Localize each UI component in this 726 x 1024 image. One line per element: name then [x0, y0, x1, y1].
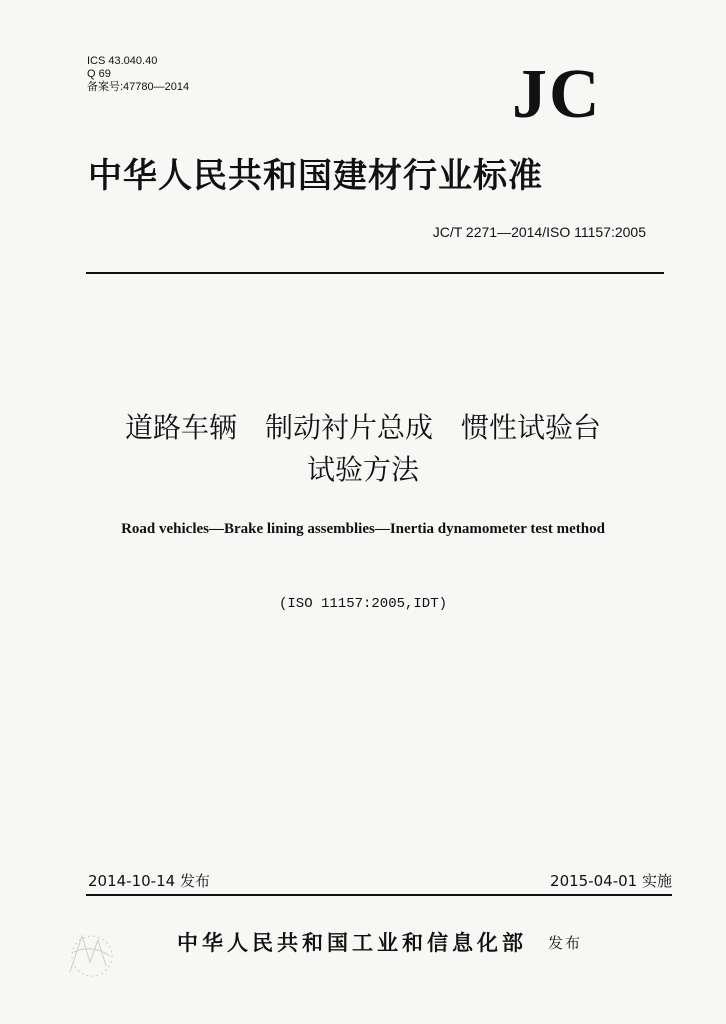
- implementation-date: 2015-04-01 实施: [550, 872, 672, 890]
- english-title: Road vehicles—Brake lining assemblies—Inertia dynamometer test method: [121, 521, 605, 537]
- faint-seal-icon: [60, 922, 124, 986]
- chinese-title-line-2: 试验方法: [306, 453, 419, 486]
- record-number: 备案号:47780—2014: [87, 81, 190, 93]
- standard-category-title: 中华人民共和国建材行业标准: [88, 156, 543, 196]
- ics-code: ICS 43.040.40: [87, 55, 158, 67]
- issuing-authority: 中华人民共和国工业和信息化部: [177, 930, 527, 955]
- issue-date: 2014-10-14 发布: [88, 872, 210, 890]
- iso-reference: (ISO 11157:2005,IDT): [278, 596, 448, 612]
- publish-label: 发布: [548, 934, 583, 952]
- chinese-title-line-1: 道路车辆 制动衬片总成 惯性试验台: [124, 411, 601, 444]
- standard-number: JC/T 2271—2014/ISO 11157:2005: [432, 224, 646, 240]
- top-divider: [86, 272, 664, 274]
- jc-logo: JC: [512, 56, 602, 133]
- bottom-divider: [86, 894, 672, 896]
- classification-code: Q 69: [87, 68, 111, 80]
